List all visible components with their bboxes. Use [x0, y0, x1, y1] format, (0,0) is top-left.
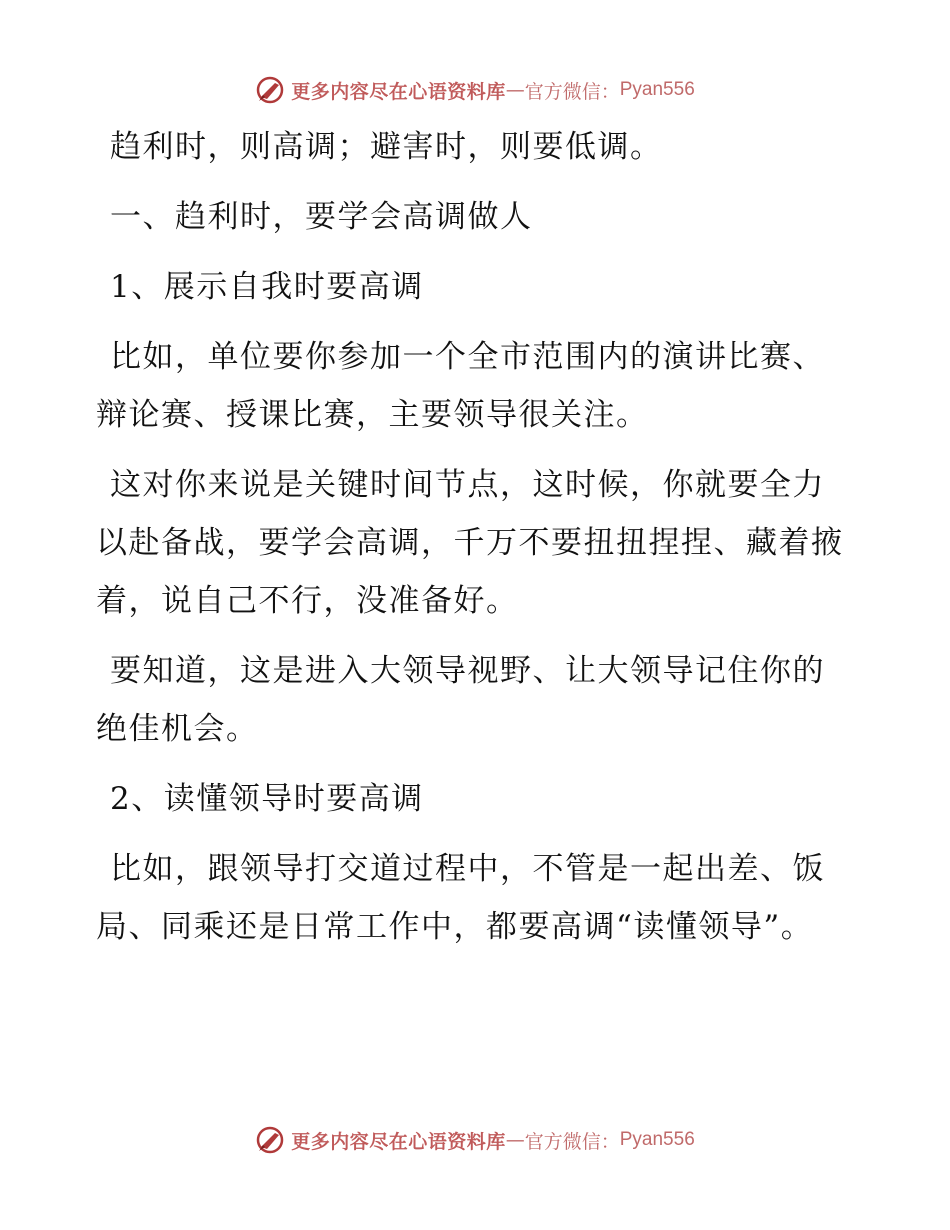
watermark-id-text: Pyan556	[619, 1129, 695, 1150]
watermark-dash: —	[505, 1129, 525, 1151]
heading-point-2: 2、读懂领导时要高调	[110, 781, 424, 817]
watermark-sub-text: 官方微信：	[524, 80, 620, 103]
watermark-main-text: 更多内容尽在心语资料库	[291, 80, 506, 103]
watermark-dash: —	[505, 79, 525, 101]
paragraph-intro: 趋利时，则高调；避害时，则要低调。	[110, 129, 663, 165]
paragraph-example-2: 比如，跟领导打交道过程中，不管是一起出差、饭局、同乘还是日常工作中，都要高调“读懂领导”。	[96, 851, 825, 945]
document-body	[96, 118, 856, 968]
pen-logo-icon	[255, 75, 285, 105]
paragraph-reason-1: 要知道，这是进入大领导视野、让大领导记住你的绝佳机会。	[96, 653, 825, 747]
watermark-sub-text: 官方微信：	[524, 1130, 620, 1153]
watermark-main-text: 更多内容尽在心语资料库	[291, 1130, 506, 1153]
pen-logo-icon	[255, 1125, 285, 1155]
paragraph-advice-1: 这对你来说是关键时间节点，这时候，你就要全力以赴备战，要学会高调，千万不要扭扭捏捏、藏着掖着，说自己不行，没准备好。	[96, 467, 844, 619]
heading-point-1: 1、展示自我时要高调	[110, 269, 424, 305]
heading-section-1: 一、趋利时，要学会高调做人	[110, 199, 533, 235]
watermark-banner-bottom	[0, 1120, 950, 1160]
watermark-id-text: Pyan556	[619, 79, 695, 100]
watermark-banner-top	[0, 70, 950, 110]
paragraph-example-1: 比如，单位要你参加一个全市范围内的演讲比赛、辩论赛、授课比赛，主要领导很关注。	[96, 339, 825, 433]
